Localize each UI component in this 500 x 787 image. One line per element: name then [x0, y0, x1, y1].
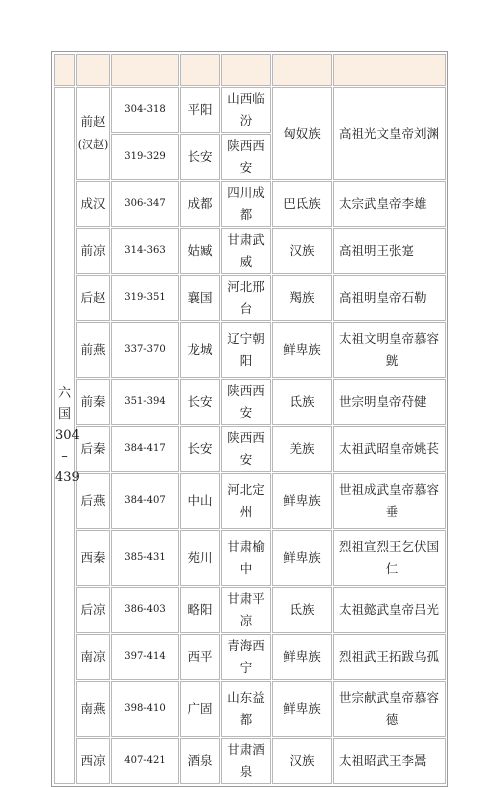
header-row	[54, 54, 446, 86]
state-cell: 后赵	[76, 275, 110, 321]
table-row	[54, 181, 446, 227]
capital-cell: 广固	[180, 681, 220, 737]
ruler-line: 德	[385, 712, 399, 727]
header-cell	[333, 54, 446, 86]
years-cell: 337-370	[111, 322, 179, 378]
state-cell: 南燕	[76, 681, 110, 737]
years-cell: 314-363	[111, 228, 179, 274]
years-cell: 351-394	[111, 379, 179, 425]
state-cell: 成汉	[76, 181, 110, 227]
ethnicity-cell: 鲜卑族	[272, 322, 332, 378]
ethnicity-cell: 鲜卑族	[272, 530, 332, 586]
location-cell: 辽宁朝阳	[221, 322, 271, 378]
ruler-line: 垂	[385, 504, 399, 519]
ethnicity-cell: 巴氐族	[272, 181, 332, 227]
capital-cell: 襄国	[180, 275, 220, 321]
capital-cell: 长安	[180, 379, 220, 425]
ethnicity-cell: 鲜卑族	[272, 634, 332, 680]
dynasty-table-frame	[51, 51, 448, 787]
years-cell: 386-403	[111, 587, 179, 633]
table-row	[54, 681, 446, 737]
state-cell: 西凉	[76, 738, 110, 784]
group-label-line: 439	[55, 470, 80, 485]
state-cell	[76, 87, 110, 180]
table-row	[54, 426, 446, 472]
header-cell	[111, 54, 179, 86]
ruler-cell: 高祖明王张寔	[333, 228, 446, 274]
state-cell: 前秦	[76, 379, 110, 425]
state-cell: 前燕	[76, 322, 110, 378]
ethnicity-cell: 鲜卑族	[272, 681, 332, 737]
group-label-line: –	[61, 449, 68, 464]
years-cell: 384-417	[111, 426, 179, 472]
ruler-cell	[333, 473, 446, 529]
group-label-line: 六	[57, 386, 71, 401]
years-cell: 397-414	[111, 634, 179, 680]
ruler-line: 世祖成武皇帝慕容	[339, 482, 440, 497]
capital-cell: 龙城	[180, 322, 220, 378]
years-cell: 304-318	[111, 87, 179, 133]
ethnicity-cell: 氐族	[272, 587, 332, 633]
capital-cell: 中山	[180, 473, 220, 529]
table-row	[54, 228, 446, 274]
ruler-line: 皝	[385, 353, 399, 368]
capital-cell: 成都	[180, 181, 220, 227]
years-cell: 384-407	[111, 473, 179, 529]
table-row	[54, 587, 446, 633]
ruler-cell: 太祖昭武王李暠	[333, 738, 446, 784]
ruler-line: 世宗献武皇帝慕容	[339, 690, 440, 705]
table-row	[54, 87, 446, 133]
capital-cell: 略阳	[180, 587, 220, 633]
header-cell	[54, 54, 75, 86]
years-cell: 407-421	[111, 738, 179, 784]
state-cell: 西秦	[76, 530, 110, 586]
table-row	[54, 738, 446, 784]
years-cell: 398-410	[111, 681, 179, 737]
capital-cell: 长安	[180, 426, 220, 472]
ruler-cell: 太宗武皇帝李雄	[333, 181, 446, 227]
years-cell: 319-329	[111, 134, 179, 180]
ethnicity-cell: 汉族	[272, 738, 332, 784]
capital-cell: 西平	[180, 634, 220, 680]
state-note: (汉赵)	[77, 138, 109, 151]
ruler-cell: 烈祖武王拓跋乌孤	[333, 634, 446, 680]
ruler-cell: 太祖懿武皇帝吕光	[333, 587, 446, 633]
location-cell: 陕西西安	[221, 426, 271, 472]
ethnicity-cell: 羯族	[272, 275, 332, 321]
capital-cell: 酒泉	[180, 738, 220, 784]
ethnicity-cell: 氐族	[272, 379, 332, 425]
dynasty-table	[53, 53, 447, 785]
table-row	[54, 634, 446, 680]
ruler-line: 太祖文明皇帝慕容	[339, 331, 440, 346]
ethnicity-cell: 鲜卑族	[272, 473, 332, 529]
ruler-cell: 高祖明皇帝石勒	[333, 275, 446, 321]
ruler-cell: 世宗明皇帝苻健	[333, 379, 446, 425]
location-cell: 甘肃酒泉	[221, 738, 271, 784]
ethnicity-cell: 匈奴族	[272, 87, 332, 180]
location-cell: 青海西宁	[221, 634, 271, 680]
ethnicity-cell: 汉族	[272, 228, 332, 274]
table-row	[54, 322, 446, 378]
capital-cell: 平阳	[180, 87, 220, 133]
state-cell: 前凉	[76, 228, 110, 274]
group-label-line: 国	[57, 407, 71, 422]
location-cell: 陕西西安	[221, 379, 271, 425]
ruler-cell	[333, 530, 446, 586]
location-cell: 河北邢台	[221, 275, 271, 321]
ruler-cell	[333, 322, 446, 378]
location-cell: 四川成都	[221, 181, 271, 227]
location-cell: 甘肃榆中	[221, 530, 271, 586]
ruler-cell	[333, 681, 446, 737]
table-row	[54, 275, 446, 321]
state-cell: 后凉	[76, 587, 110, 633]
years-cell: 319-351	[111, 275, 179, 321]
location-cell: 陕西西安	[221, 134, 271, 180]
group-label-cell	[54, 87, 80, 784]
table-row	[54, 473, 446, 529]
capital-cell: 姑臧	[180, 228, 220, 274]
location-cell: 山西临汾	[221, 87, 271, 133]
header-cell	[221, 54, 271, 86]
state-cell: 南凉	[76, 634, 110, 680]
state-cell: 后燕	[76, 473, 110, 529]
header-cell	[272, 54, 332, 86]
header-cell	[76, 54, 110, 86]
state-cell: 后秦	[76, 426, 110, 472]
ruler-cell: 高祖光文皇帝刘渊	[333, 87, 446, 180]
capital-cell: 苑川	[180, 530, 220, 586]
header-cell	[180, 54, 220, 86]
ruler-cell: 太祖武昭皇帝姚苌	[333, 426, 446, 472]
years-cell: 385-431	[111, 530, 179, 586]
location-cell: 山东益都	[221, 681, 271, 737]
table-row	[54, 379, 446, 425]
group-label-line: 304	[55, 428, 80, 443]
location-cell: 甘肃武威	[221, 228, 271, 274]
years-cell: 306-347	[111, 181, 179, 227]
ruler-line: 烈祖宣烈王乞伏国	[339, 539, 440, 554]
ruler-line: 仁	[385, 561, 399, 576]
state-name: 前赵	[80, 114, 106, 129]
location-cell: 河北定州	[221, 473, 271, 529]
table-row	[54, 530, 446, 586]
location-cell: 甘肃平凉	[221, 587, 271, 633]
ethnicity-cell: 羌族	[272, 426, 332, 472]
capital-cell: 长安	[180, 134, 220, 180]
